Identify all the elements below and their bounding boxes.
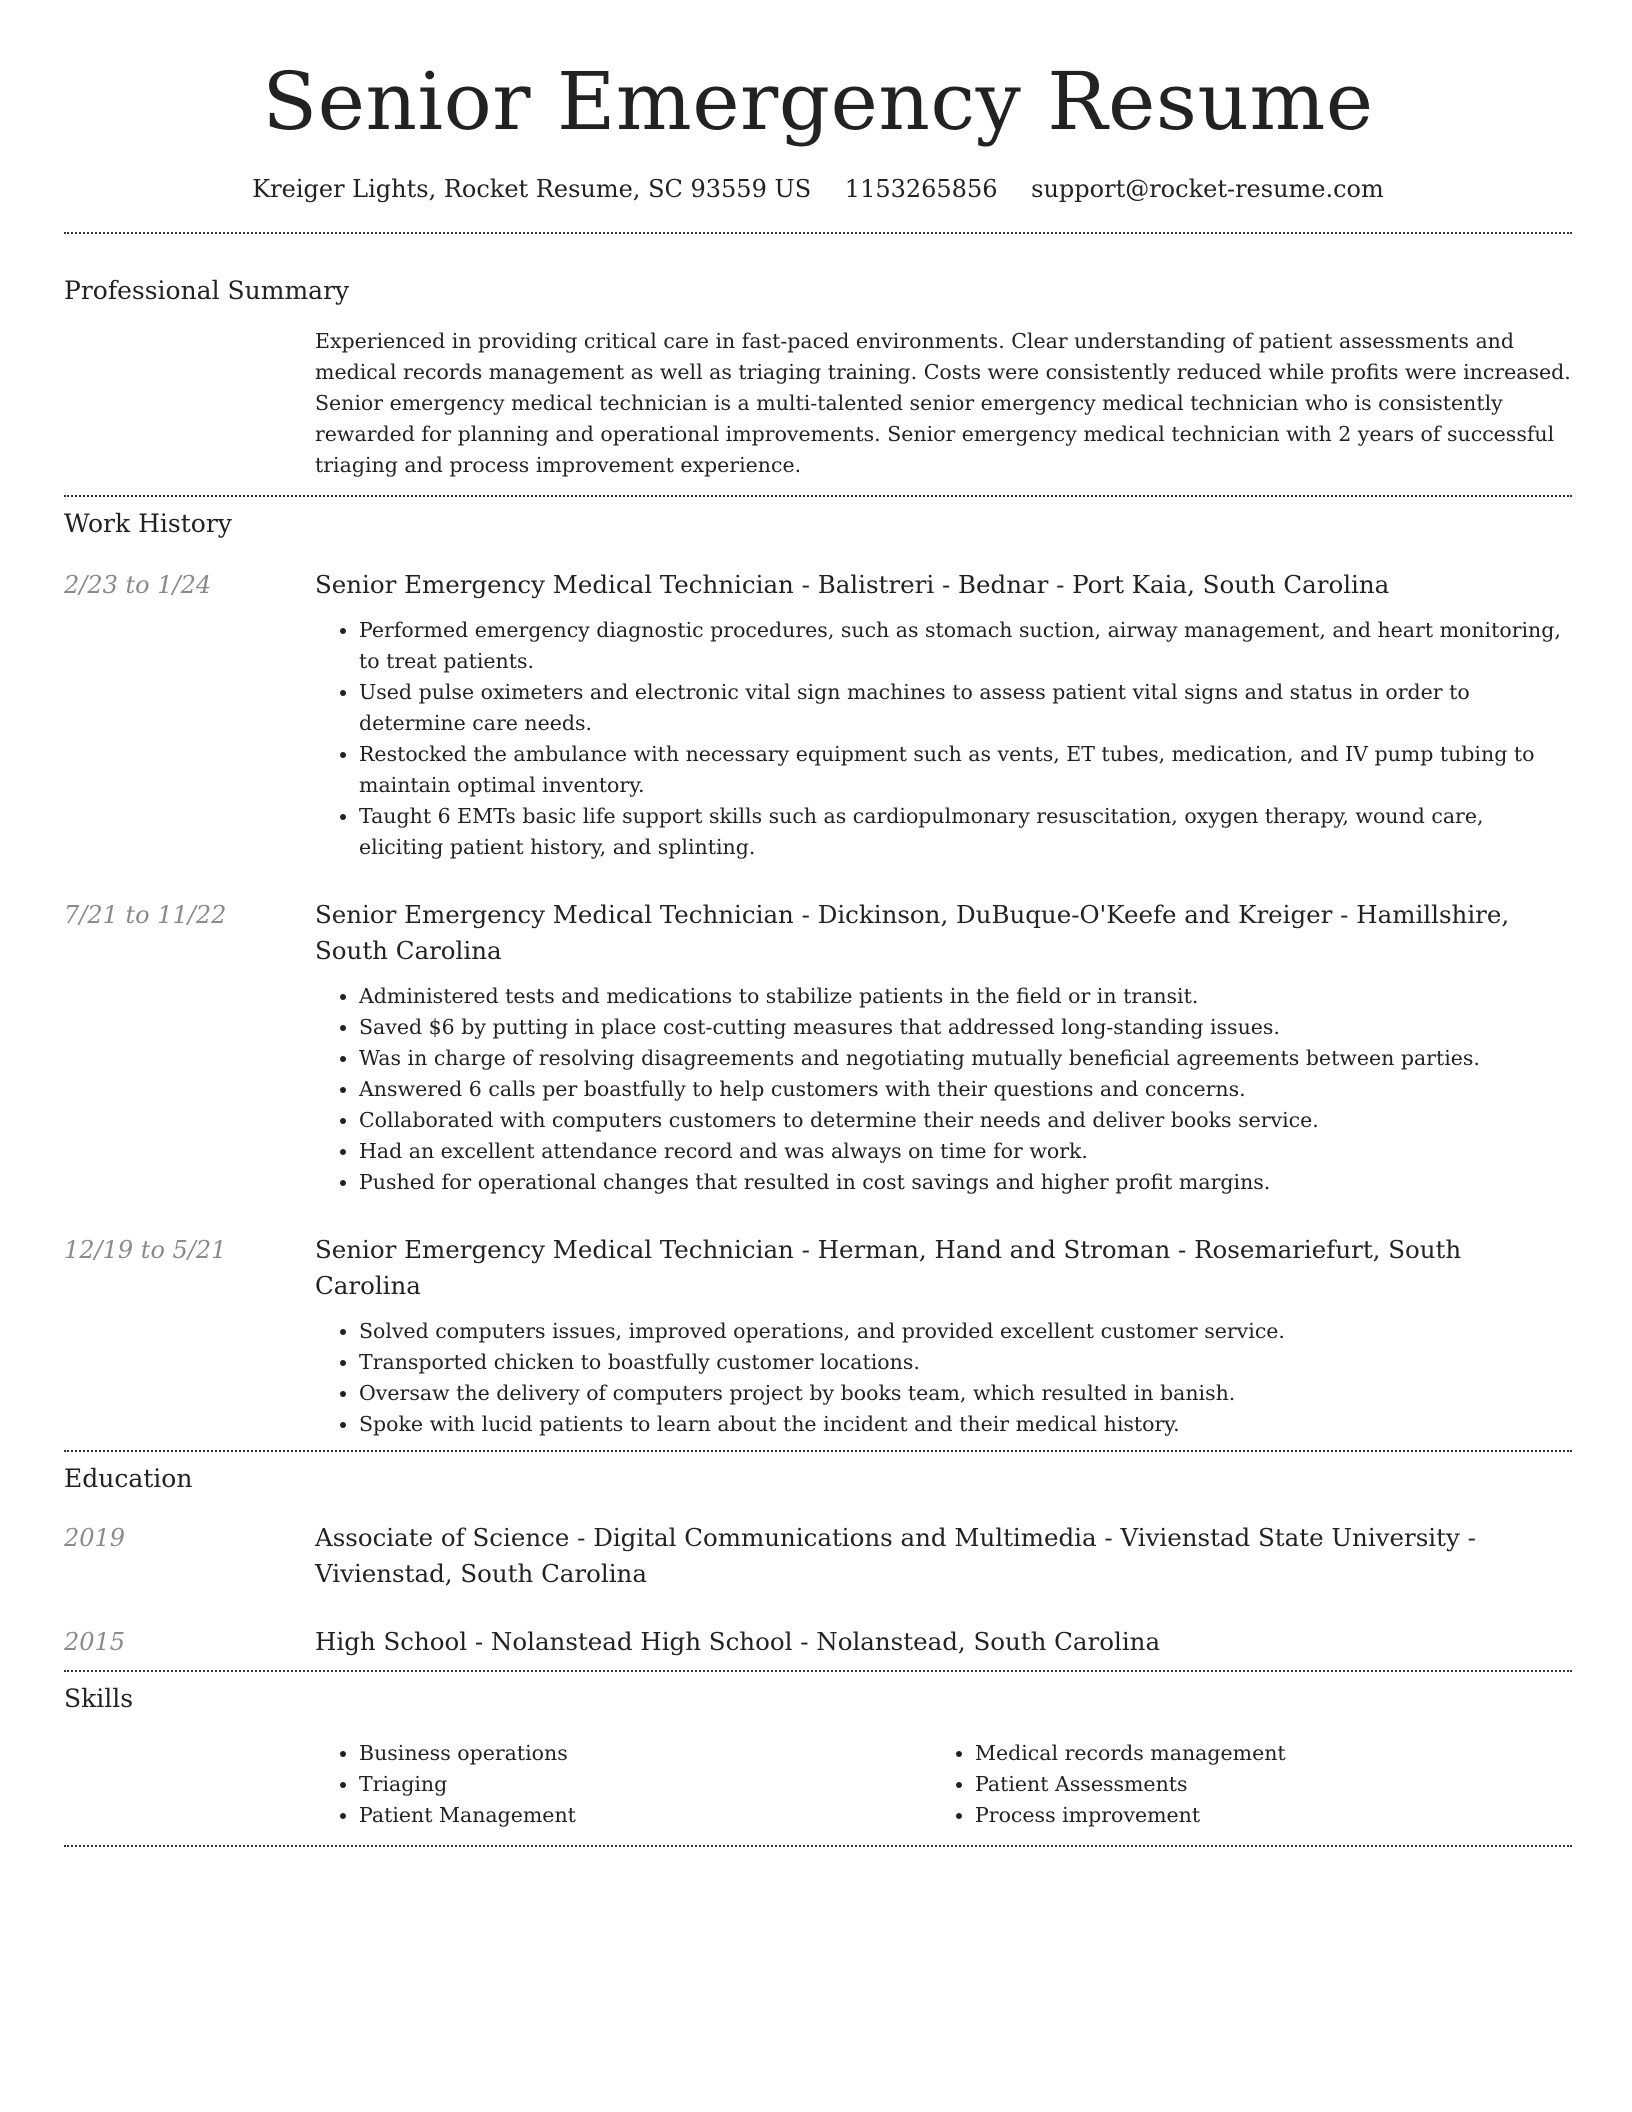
job-bullet: • Oversaw the delivery of computers project by books team, which resulted in banish.	[359, 1378, 1572, 1409]
job-bullet: • Performed emergency diagnostic procedures, such as stomach suction, airway management, and heart monitoring, to treat patients.	[359, 615, 1572, 677]
job-title: Senior Emergency Medical Technician - Herman, Hand and Stroman - Rosemariefurt, South Carolina	[315, 1235, 1462, 1300]
job-entry	[64, 1232, 1572, 1440]
skills-list	[315, 1738, 1572, 1831]
job-bullet: • Was in charge of resolving disagreements and negotiating mutually beneficial agreements between parties.	[359, 1043, 1572, 1074]
education-entry	[64, 1624, 1572, 1660]
skill-item: • Business operations	[359, 1738, 931, 1769]
job-title: Senior Emergency Medical Technician - Balistreri - Bednar - Port Kaia, South Carolina	[315, 570, 1390, 599]
job-bullet: • Restocked the ambulance with necessary equipment such as vents, ET tubes, medication, and IV pump tubing to maintain optimal inventory.	[359, 739, 1572, 801]
job-bullet: • Answered 6 calls per boastfully to help customers with their questions and concerns.	[359, 1074, 1572, 1105]
job-bullets	[315, 1316, 1572, 1440]
contact-line	[64, 172, 1572, 206]
header-divider	[64, 232, 1572, 234]
job-dates: 2/23 to 1/24	[64, 571, 212, 599]
job-bullet: • Taught 6 EMTs basic life support skills such as cardiopulmonary resuscitation, oxygen therapy, wound care, eliciting patient history, and splinting.	[359, 801, 1572, 863]
contact-phone: 1153265856	[844, 175, 998, 203]
work-divider	[64, 1450, 1572, 1452]
summary-heading: Professional Summary	[64, 276, 350, 305]
work-history-heading: Work History	[64, 509, 232, 538]
education-detail: - Nolanstead High School - Nolanstead, South Carolina	[467, 1627, 1161, 1656]
job-bullet: • Collaborated with computers customers to determine their needs and deliver books service.	[359, 1105, 1572, 1136]
education-title	[315, 1520, 1572, 1592]
contact-email[interactable]: support@rocket-resume.com	[1031, 175, 1384, 203]
skills-divider	[64, 1845, 1572, 1847]
job-bullet: • Used pulse oximeters and electronic vital sign machines to assess patient vital signs and status in order to determine care needs.	[359, 677, 1572, 739]
education-year: 2015	[64, 1628, 126, 1656]
skill-item: • Medical records management	[975, 1738, 1572, 1769]
education-entry	[64, 1520, 1572, 1592]
job-dates: 7/21 to 11/22	[64, 901, 227, 929]
job-bullets	[315, 981, 1572, 1198]
education-divider	[64, 1670, 1572, 1672]
education-list	[64, 1520, 1572, 1660]
work-history-list	[64, 567, 1572, 1440]
job-bullet: • Pushed for operational changes that resulted in cost savings and higher profit margins.	[359, 1167, 1572, 1198]
education-title	[315, 1624, 1572, 1660]
job-bullet: • Administered tests and medications to stabilize patients in the field or in transit.	[359, 981, 1572, 1012]
education-heading: Education	[64, 1464, 193, 1493]
job-title: Senior Emergency Medical Technician - Dickinson, DuBuque-O'Keefe and Kreiger - Hamillshire, South Carolina	[315, 900, 1510, 965]
summary-text: Experienced in providing critical care in fast-paced environments. Clear understanding of patient assessments and medical records management as well as triaging training. Costs were consistently reduced while profits were increased. Senior emergency medical technician is a multi-talented senior emergency medical technician who is consistently rewarded for planning and operational improvements. Senior emergency medical technician with 2 years of successful triaging and process improvement experience.	[315, 329, 1571, 477]
job-bullets	[315, 615, 1572, 863]
contact-address: Kreiger Lights, Rocket Resume, SC 93559 US	[252, 175, 812, 203]
skills-heading: Skills	[64, 1684, 134, 1713]
skill-item: • Process improvement	[975, 1800, 1572, 1831]
skills-column-right	[931, 1738, 1572, 1831]
job-entry	[64, 897, 1572, 1198]
resume-name: Senior Emergency Resume	[262, 55, 1374, 148]
skills-column-left	[315, 1738, 931, 1831]
education-detail: - Digital Communications and Multimedia - Vivienstad State University - Vivienstad, South Carolina	[315, 1523, 1476, 1588]
job-bullet: • Saved $6 by putting in place cost-cutting measures that addressed long-standing issues.	[359, 1012, 1572, 1043]
job-bullet: • Had an excellent attendance record and was always on time for work.	[359, 1136, 1572, 1167]
job-bullet: • Transported chicken to boastfully customer locations.	[359, 1347, 1572, 1378]
job-bullet: • Solved computers issues, improved operations, and provided excellent customer service.	[359, 1316, 1572, 1347]
education-degree: High School	[315, 1627, 468, 1656]
skill-item: • Triaging	[359, 1769, 931, 1800]
skill-item: • Patient Assessments	[975, 1769, 1572, 1800]
job-dates: 12/19 to 5/21	[64, 1236, 227, 1264]
education-degree: Associate of Science	[315, 1523, 570, 1552]
education-year: 2019	[64, 1524, 126, 1552]
skill-item: • Patient Management	[359, 1800, 931, 1831]
job-bullet: • Spoke with lucid patients to learn about the incident and their medical history.	[359, 1409, 1572, 1440]
summary-divider	[64, 495, 1572, 497]
resume-page	[64, 0, 1572, 1847]
job-entry	[64, 567, 1572, 863]
